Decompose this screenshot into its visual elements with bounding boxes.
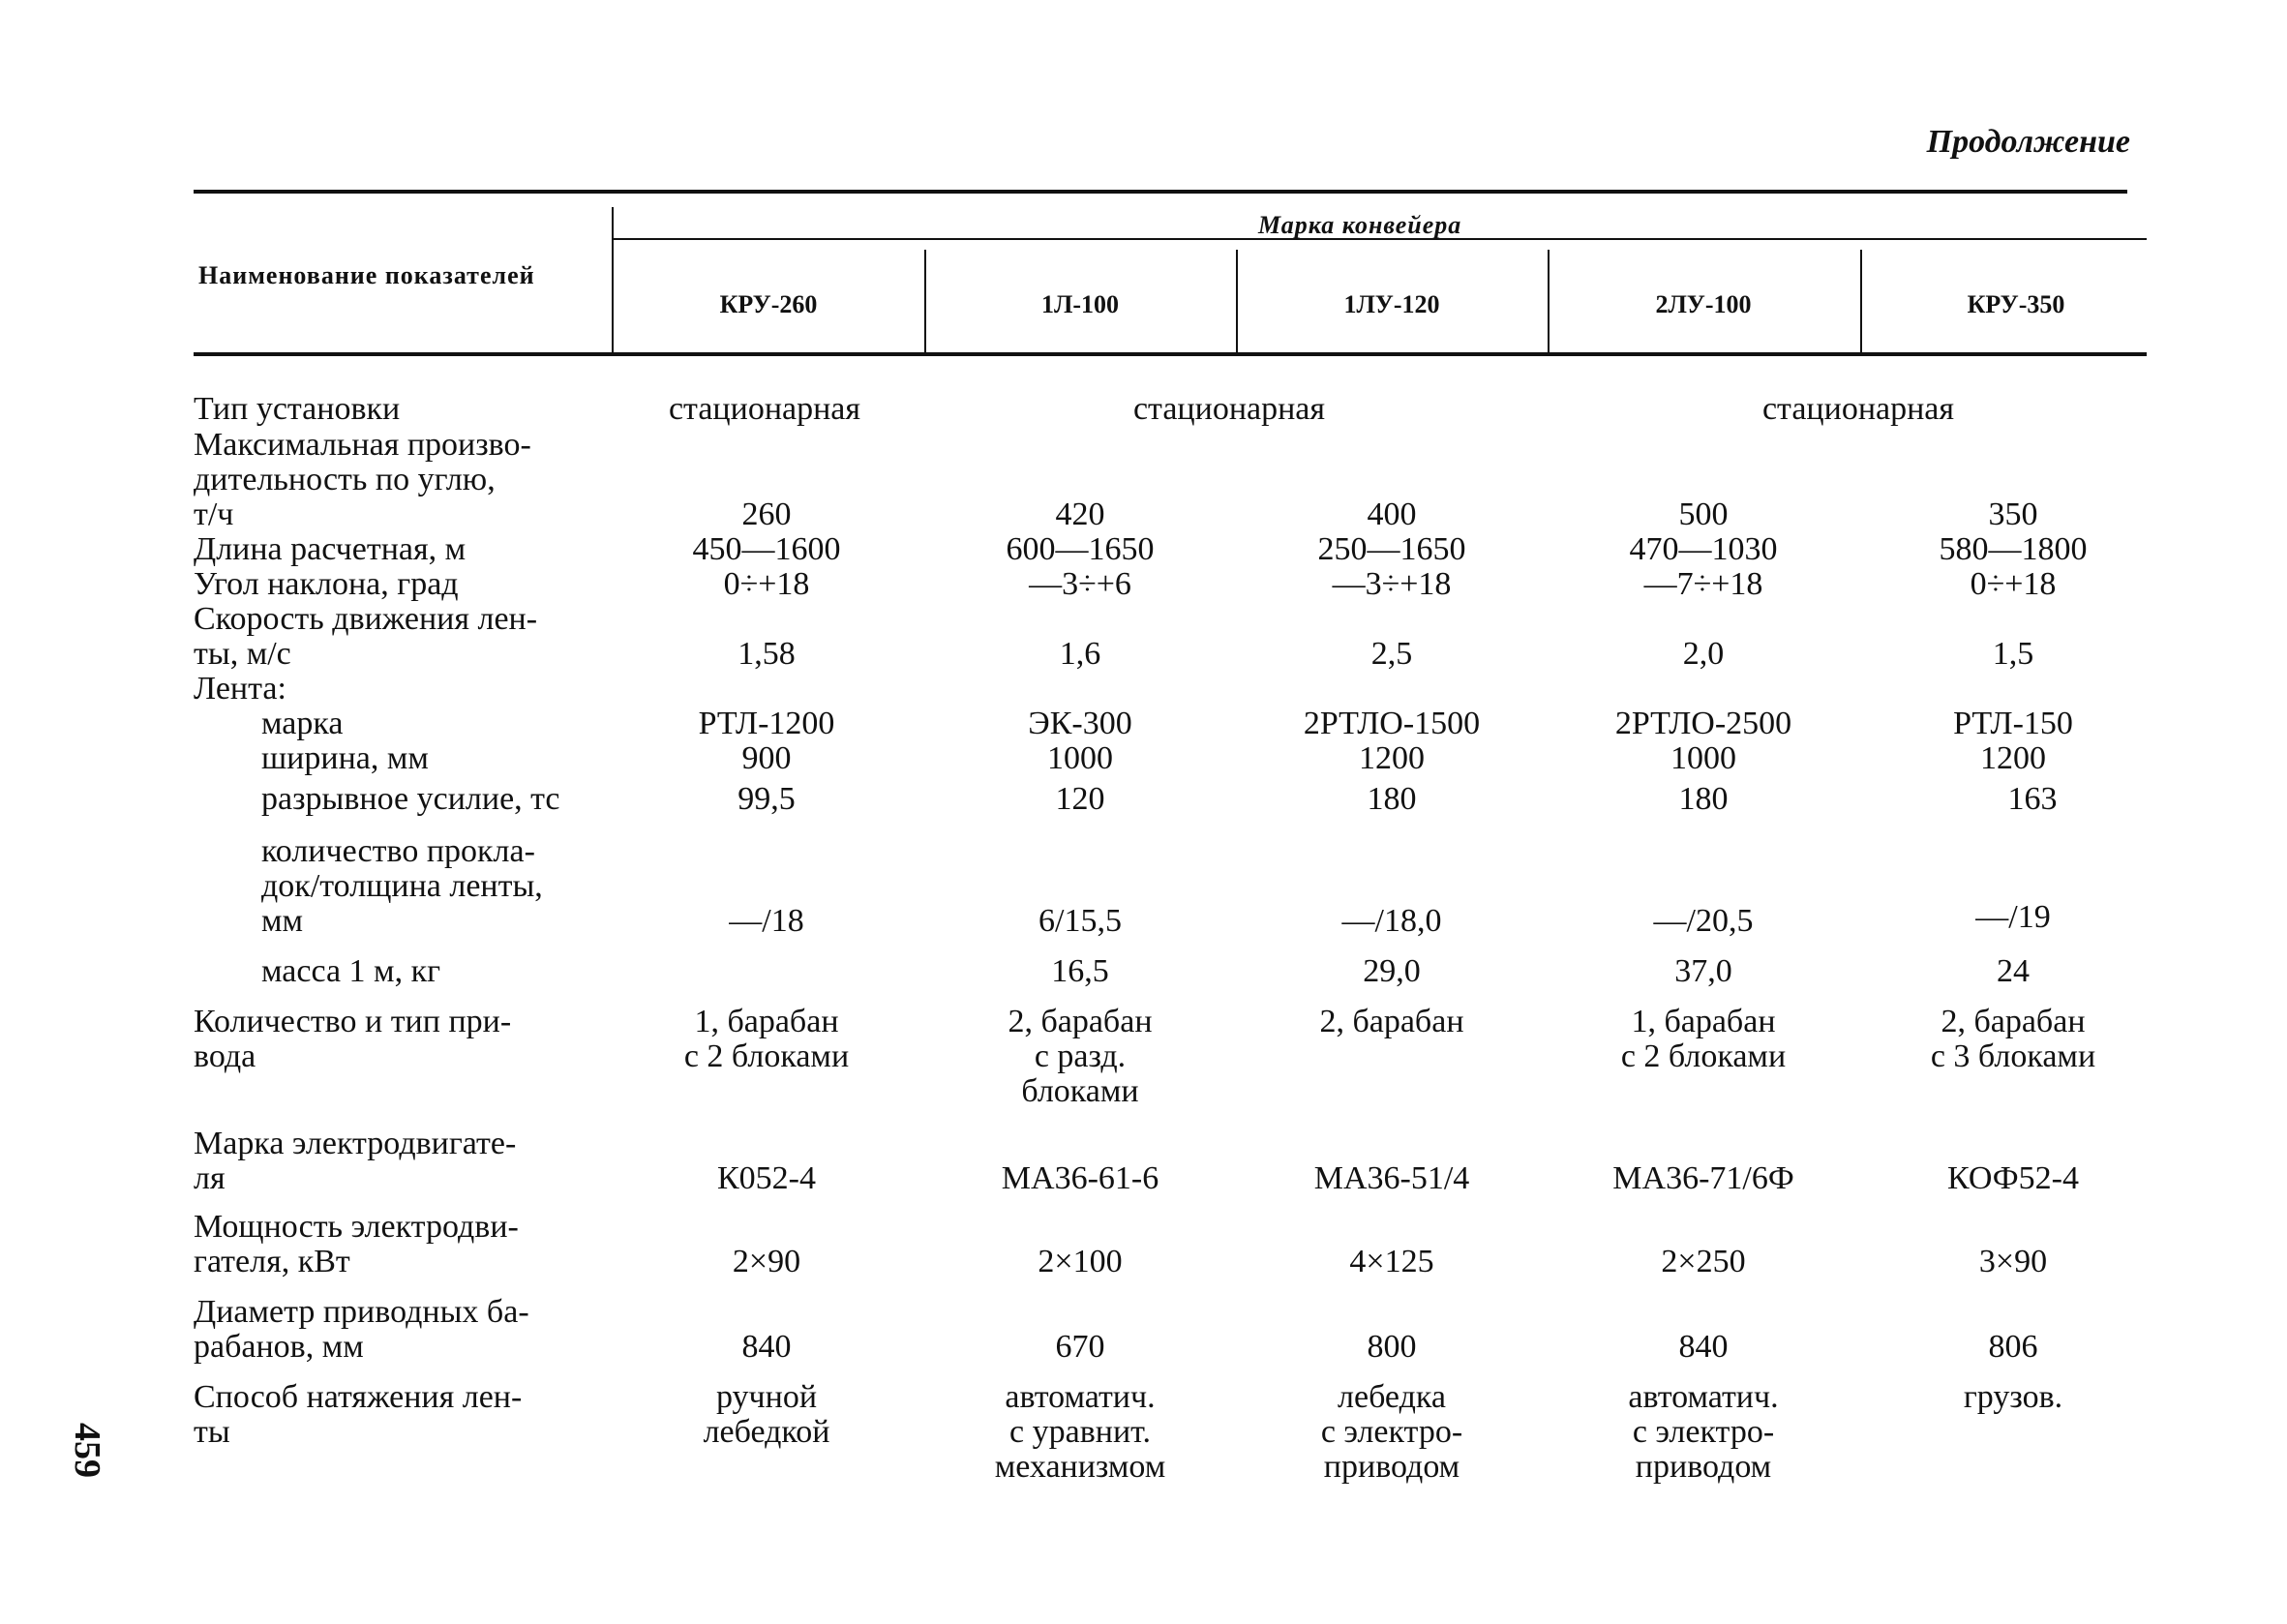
table-cell: 6/15,5 — [1038, 903, 1122, 939]
table-cell: 3×90 — [1978, 1244, 2048, 1279]
table-cell: КОФ52-4 — [1947, 1160, 2079, 1196]
row-label: Мощность электродви- гателя, кВт — [194, 1209, 519, 1279]
row-label: Диаметр приводных ба- рабанов, мм — [194, 1294, 529, 1365]
table-cell: 800 — [1367, 1329, 1417, 1365]
row-label: Угол наклона, град — [194, 566, 459, 602]
header-brand: 1ЛУ-120 — [1343, 290, 1440, 318]
table-cell: 900 — [741, 740, 792, 776]
table-cell: 260 — [741, 496, 792, 532]
header-divider-1 — [924, 250, 926, 352]
row-label: количество прокла- док/толщина ленты, мм — [261, 833, 543, 939]
row-label: Длина расчетная, м — [194, 531, 466, 567]
row-label: ширина, мм — [261, 740, 429, 776]
table-cell: 2×90 — [732, 1244, 801, 1279]
table-cell: 580—1800 — [1939, 531, 2088, 567]
table-cell: 840 — [741, 1329, 792, 1365]
table-cell: 2, барабан с разд. блоками — [1008, 1004, 1153, 1109]
table-cell: 180 — [1367, 781, 1417, 817]
table-cell: —/18,0 — [1341, 903, 1442, 939]
header-divider-3 — [1548, 250, 1550, 352]
table-cell: 2РТЛО-2500 — [1614, 706, 1792, 741]
table-cell: стационарная — [1132, 391, 1326, 427]
header-group-title: Марка конвейера — [1258, 211, 1462, 239]
row-label: масса 1 м, кг — [261, 953, 441, 989]
table-cell: 120 — [1055, 781, 1105, 817]
table-cell: —/18 — [729, 903, 804, 939]
table-cell: —/20,5 — [1653, 903, 1754, 939]
table-cell: 2×250 — [1661, 1244, 1746, 1279]
row-label: Скорость движения лен- ты, м/с — [194, 601, 538, 672]
table-cell: 840 — [1678, 1329, 1729, 1365]
table-cell: 2,0 — [1682, 636, 1725, 672]
header-divider-2 — [1236, 250, 1238, 352]
table-cell: грузов. — [1963, 1379, 2063, 1415]
table-cell: 1,6 — [1059, 636, 1101, 672]
header-divider-4 — [1860, 250, 1862, 352]
row-label: Максимальная произво- дительность по углю, т/ч — [194, 427, 531, 532]
table-cell: 0÷+18 — [723, 566, 810, 602]
table-cell: 2,5 — [1370, 636, 1413, 672]
table-cell: 1000 — [1047, 740, 1113, 776]
table-cell: РТЛ-150 — [1953, 706, 2073, 741]
table-cell: МА36-71/6Ф — [1612, 1160, 1794, 1196]
table-cell: автоматич. с уравнит. механизмом — [994, 1379, 1166, 1485]
table-cell: 1,58 — [737, 636, 796, 672]
row-label: Количество и тип при- вода — [194, 1004, 512, 1074]
header-brand: 1Л-100 — [1040, 290, 1120, 318]
table-cell: К052-4 — [717, 1160, 816, 1196]
table-cell: 180 — [1678, 781, 1729, 817]
header-brand: 2ЛУ-100 — [1655, 290, 1752, 318]
table-cell: 2, барабан — [1319, 1004, 1464, 1039]
table-cell: 470—1030 — [1629, 531, 1778, 567]
table-cell: 16,5 — [1051, 953, 1109, 989]
table-cell: 420 — [1055, 496, 1105, 532]
table-cell: 2, барабан с 3 блоками — [1930, 1004, 2096, 1074]
table-cell: 163 — [2007, 781, 2058, 817]
table-cell: 37,0 — [1674, 953, 1732, 989]
table-cell: 2×100 — [1038, 1244, 1123, 1279]
table-top-rule — [194, 190, 2127, 194]
table-cell: 400 — [1367, 496, 1417, 532]
table-cell: автоматич. с электро- приводом — [1628, 1379, 1779, 1485]
header-bottom-rule — [194, 352, 2147, 356]
table-cell: 4×125 — [1349, 1244, 1434, 1279]
table-cell: 29,0 — [1363, 953, 1421, 989]
table-cell: МА36-61-6 — [1001, 1160, 1159, 1196]
table-cell: 500 — [1678, 496, 1729, 532]
table-cell: стационарная — [1761, 391, 1955, 427]
table-cell: —3÷+18 — [1332, 566, 1452, 602]
table-cell: 1000 — [1670, 740, 1736, 776]
row-label: Тип установки — [194, 391, 401, 427]
table-cell: 1, барабан с 2 блоками — [683, 1004, 850, 1074]
row-label: Способ натяжения лен- ты — [194, 1379, 523, 1450]
table-cell: —7÷+18 — [1643, 566, 1763, 602]
table-cell: 450—1600 — [692, 531, 841, 567]
row-label: Лента: — [194, 671, 286, 707]
table-cell: 806 — [1988, 1329, 2038, 1365]
header-name-column: Наименование показателей — [198, 261, 535, 289]
table-cell: 1, барабан с 2 блоками — [1620, 1004, 1787, 1074]
table-cell: —3÷+6 — [1029, 566, 1131, 602]
table-cell: 600—1650 — [1006, 531, 1155, 567]
table-cell: 350 — [1988, 496, 2038, 532]
page-number: 459 — [67, 1423, 107, 1478]
table-cell: —/19 — [1975, 899, 2051, 935]
table-cell: МА36-51/4 — [1313, 1160, 1470, 1196]
table-cell: 250—1650 — [1317, 531, 1466, 567]
table-cell: 670 — [1055, 1329, 1105, 1365]
table-cell: ЭК-300 — [1028, 706, 1132, 741]
table-cell: 99,5 — [737, 781, 796, 817]
table-cell: 1200 — [1980, 740, 2046, 776]
continuation-label: Продолжение — [1926, 124, 2130, 160]
table-cell: 24 — [1997, 953, 2030, 989]
table-cell: 0÷+18 — [1970, 566, 2057, 602]
row-label: Марка электродвигате- ля — [194, 1126, 517, 1196]
table-cell: стационарная — [668, 391, 861, 427]
row-label: марка — [261, 706, 344, 741]
table-cell: 1200 — [1359, 740, 1425, 776]
header-brand: КРУ-260 — [719, 290, 818, 318]
header-divider-name — [612, 207, 614, 352]
table-cell: РТЛ-1200 — [698, 706, 835, 741]
table-cell: лебедка с электро- приводом — [1320, 1379, 1463, 1485]
table-cell: ручной лебедкой — [703, 1379, 830, 1450]
table-cell: 2РТЛО-1500 — [1303, 706, 1481, 741]
header-brand: КРУ-350 — [1967, 290, 2065, 318]
row-label: разрывное усилие, тс — [261, 781, 560, 817]
table-cell: 1,5 — [1992, 636, 2034, 672]
